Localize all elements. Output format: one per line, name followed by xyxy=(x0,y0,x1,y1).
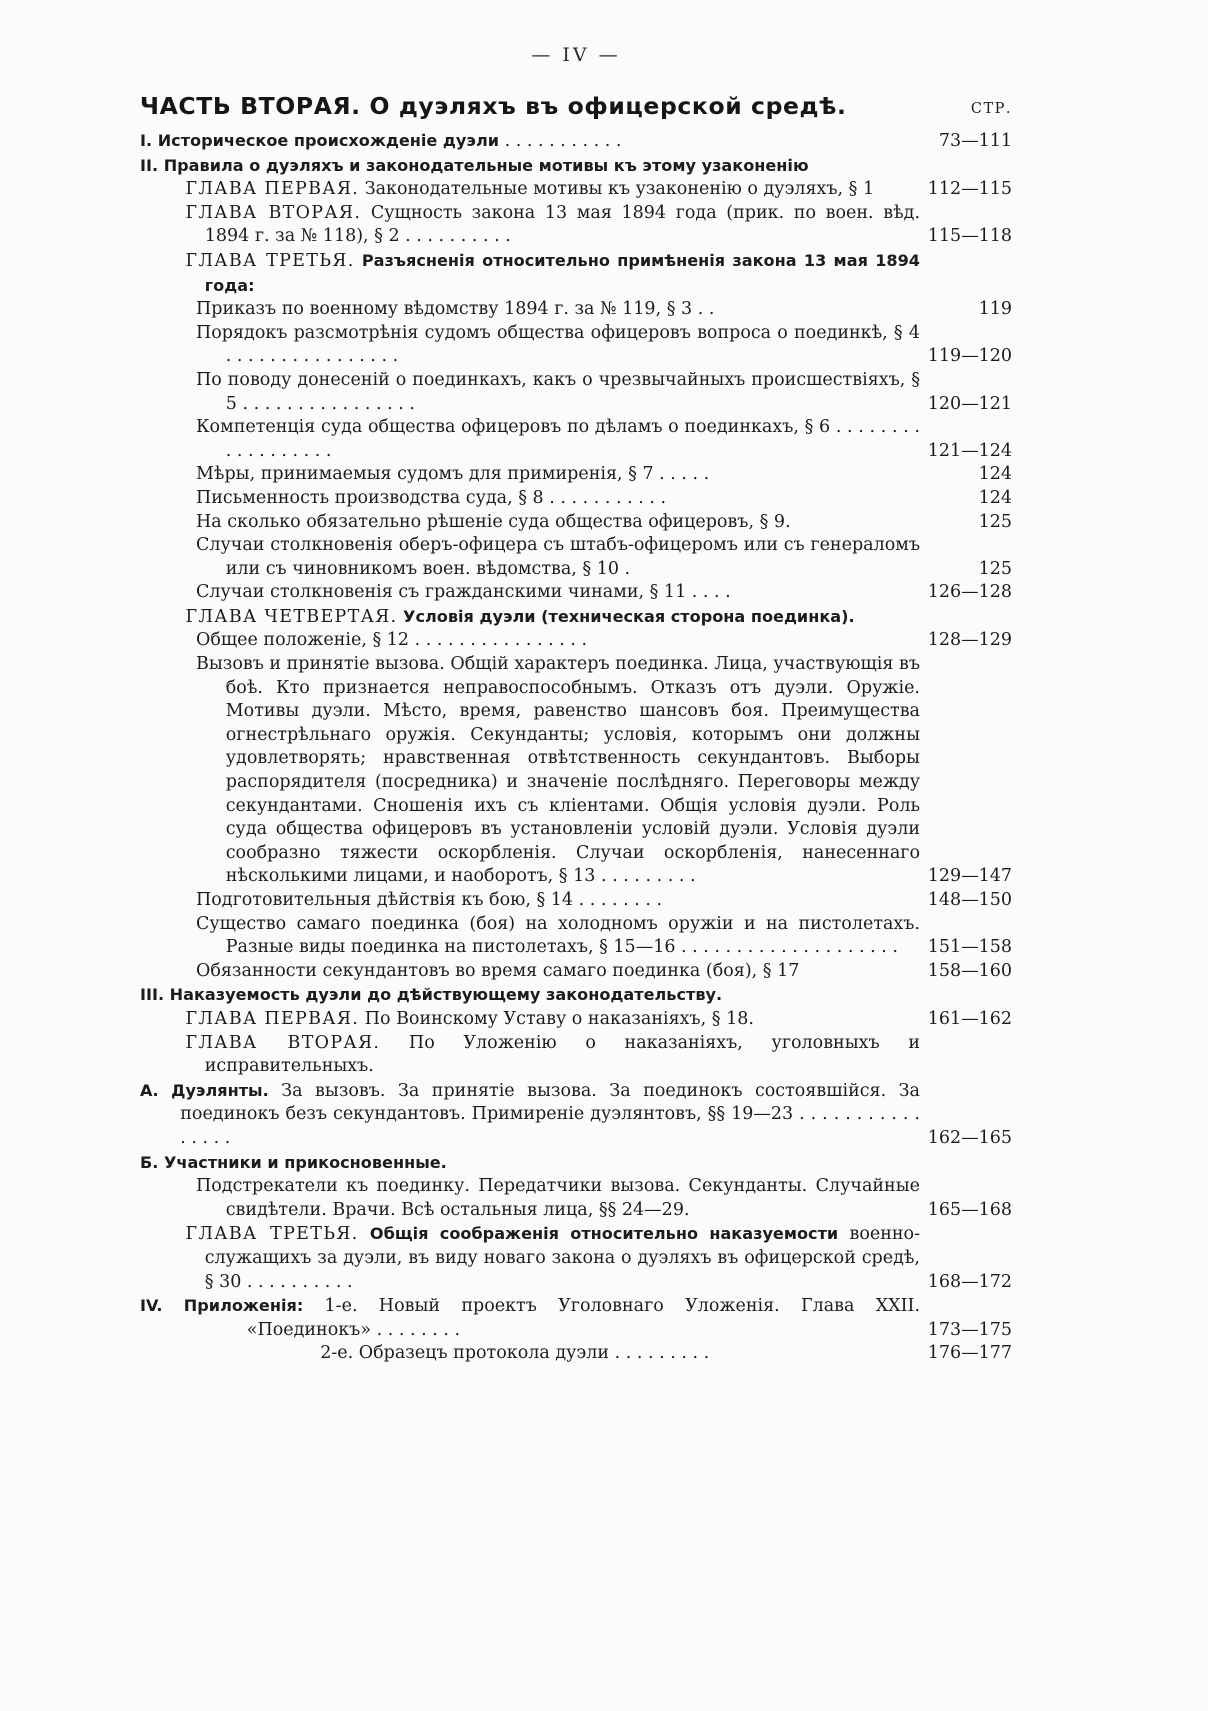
toc-entry-text-segment: Случаи столкновенія оберъ-офицера съ штабъ-офицеромъ или съ генераломъ или съ чиновникомъ воен. вѣдомства, § 10 . xyxy=(196,535,920,579)
toc-entry-text-segment: Приказъ по военному вѣдомству 1894 г. за № 119, § 3 . . xyxy=(196,299,715,320)
toc-entry-text xyxy=(140,581,920,605)
page-column-label: СТР. xyxy=(970,101,1012,117)
toc-entry-text-segment: Вызовъ и принятіе вызова. Общій характеръ поединка. Лица, участвующія въ боѣ. Кто признается неправоспособнымъ. Отказъ отъ дуэли. Оружіе. Мотивы дуэли. Мѣсто, время, равенство шансовъ боя. Преимущества огнестрѣльнаго оружія. Секунданты; условія, которымъ они должны удовлетворять; нравственная отвѣтственность секундантовъ. Выборы распорядителя (посредника) и значеніе послѣдняго. Переговоры между секундантами. Сношенія ихъ съ кліентами. Общія условія дуэли. Роль суда общества офицеровъ въ установленіи условій дуэли. Условія дуэли сообразно тяжести оскорбленія. Случаи оскорбленія, нанесеннаго нѣсколькими лицами, и наоборотъ, § 13 . . . . . . . . . xyxy=(196,654,920,887)
toc-entry-heading-segment: Разъясненія относительно примѣненія закона 13 мая 1894 года: xyxy=(204,250,920,295)
part-title: ЧАСТЬ ВТОРАЯ. О дуэляхъ въ офицерской средѣ. xyxy=(140,92,847,120)
toc-entry-pages: 112—115 xyxy=(927,179,1012,200)
toc-entry-text xyxy=(140,511,920,535)
toc-entry-pages: 165—168 xyxy=(927,1199,1012,1220)
toc-entry xyxy=(140,983,1012,1008)
toc-entry xyxy=(140,416,1012,463)
toc-entry-pages: 158—160 xyxy=(927,960,1012,981)
toc-entry-text xyxy=(140,889,920,913)
toc-entry-text xyxy=(140,913,920,960)
toc-entry-text xyxy=(140,653,920,889)
toc-entry-text-segment: 1-е. Новый проектъ Уголовнаго Уложенія. Глава XXII. «Поединокъ» . . . . . . . . xyxy=(246,1296,921,1340)
toc-entry xyxy=(140,463,1012,487)
toc-entry-text xyxy=(140,534,920,581)
toc-entry-pages: 148—150 xyxy=(927,890,1012,910)
toc-entry xyxy=(140,534,1012,581)
toc-entry-pages: 128—129 xyxy=(927,630,1012,651)
toc-entry-pages: 162—165 xyxy=(927,1127,1012,1148)
toc-entry-text-segment: ГЛАВА ПЕРВАЯ. xyxy=(185,1008,360,1029)
toc-entry-text-segment: По поводу донесеній о поединкахъ, какъ о чрезвычайныхъ происшествіяхъ, § 5 . . . . . . . . . . . . . . . . xyxy=(196,369,920,414)
toc-entry-text xyxy=(140,1008,920,1032)
toc-entry-heading-segment: Условія дуэли (техническая сторона поединка). xyxy=(397,606,855,626)
toc-entry-pages: 168—172 xyxy=(927,1271,1012,1292)
toc-entry xyxy=(140,298,1012,322)
toc-entry-text xyxy=(140,463,920,487)
toc-entry-text-segment: . . . . . . . . . . . xyxy=(499,131,622,151)
toc-entry-pages: 161—162 xyxy=(927,1008,1012,1029)
toc-entry-text xyxy=(140,154,920,179)
toc-entry xyxy=(140,913,1012,960)
toc-entry-text xyxy=(140,1032,920,1079)
toc-entry xyxy=(140,322,1012,369)
toc-entry-text-segment: 2-е. Образецъ протокола дуэли . . . . . . . . . xyxy=(320,1343,710,1364)
toc-content xyxy=(140,0,1012,1366)
toc-entry-pages: 125 xyxy=(978,558,1012,579)
toc-entry-heading-segment: I. Историческое происхожденіе дуэли xyxy=(140,131,500,150)
toc-entry-text-segment: ГЛАВА ЧЕТВЕРТАЯ. xyxy=(185,606,398,627)
toc-entry-pages: 115—118 xyxy=(927,226,1012,247)
toc-entry-text xyxy=(140,1079,920,1151)
toc-entry-heading-segment: II. Правила о дуэляхъ и законодательные мотивы къ этому узаконенію xyxy=(140,155,809,175)
toc-entry-pages: 120—121 xyxy=(927,393,1012,414)
toc-entry xyxy=(140,487,1012,511)
toc-entry-text-segment: Подстрекатели къ поединку. Передатчики вызова. Секунданты. Случайные свидѣтели. Врачи. Всѣ остальныя лица, §§ 24—29. xyxy=(196,1176,920,1220)
toc-entry xyxy=(140,1032,1012,1079)
toc-entry xyxy=(140,1151,1012,1176)
toc-entry xyxy=(140,1222,1012,1294)
toc-entry-heading-segment: III. Наказуемость дуэли до дѣйствующему законодательству. xyxy=(140,985,723,1005)
toc-entry-text xyxy=(140,629,920,653)
toc-entry xyxy=(140,202,1012,249)
toc-entry-text-segment: ГЛАВА ТРЕТЬЯ. xyxy=(185,250,355,271)
toc-entry-text-segment: Письменность производства суда, § 8 . . . . . . . . . . . xyxy=(196,487,667,508)
toc-entry xyxy=(140,1294,1012,1342)
toc-entry-text-segment: Подготовительныя дѣйствія къ бою, § 14 . . . . . . . . xyxy=(196,890,663,910)
toc-entry-pages: 126—128 xyxy=(927,582,1012,603)
toc-entry-text xyxy=(140,416,920,463)
toc-entry-text xyxy=(140,983,920,1008)
toc-entry-text xyxy=(140,605,920,630)
toc-entry xyxy=(140,511,1012,535)
toc-entry-text xyxy=(140,129,920,154)
toc-entry-text-segment: Мѣры, принимаемыя судомъ для примиренія, § 7 . . . . . xyxy=(196,464,710,485)
toc-entry-pages: 176—177 xyxy=(927,1343,1012,1364)
toc-entry-pages: 119 xyxy=(978,299,1012,320)
toc-entry xyxy=(140,129,1012,154)
toc-entry-text xyxy=(140,249,920,298)
toc-entry-text-segment: Порядокъ разсмотрѣнія судомъ общества офицеровъ вопроса о поединкѣ, § 4 . . . . . . . . . . . . . . . . xyxy=(196,322,920,367)
toc-entry-text-segment: ГЛАВА ПЕРВАЯ. xyxy=(185,179,360,200)
toc-header xyxy=(140,92,1012,120)
toc-entry-pages: 151—158 xyxy=(927,937,1012,958)
toc-entry-text xyxy=(140,1151,920,1176)
toc-entry xyxy=(140,653,1012,889)
toc-entry xyxy=(140,154,1012,179)
toc-entry xyxy=(140,581,1012,605)
toc-entry-heading-segment: Б. Участники и прикосновенные. xyxy=(140,1152,447,1172)
toc-entry xyxy=(140,1008,1012,1032)
toc-entry-text-segment: Общее положеніе, § 12 . . . . . . . . . . . . . . . . xyxy=(196,630,588,651)
toc-entry-text xyxy=(140,178,920,202)
toc-entry-text-segment: Случаи столкновенія съ гражданскими чинами, § 11 . . . . xyxy=(196,582,731,603)
toc-entry xyxy=(140,960,1012,984)
toc-entry-text-segment: По Уложенію о наказаніяхъ, уголовныхъ и исправительныхъ. xyxy=(204,1032,920,1077)
toc-entry-text xyxy=(140,1222,920,1294)
toc-entry-text xyxy=(140,1294,920,1342)
toc-list xyxy=(140,129,1012,1366)
toc-entry-pages: 173—175 xyxy=(927,1319,1012,1340)
toc-entry-text xyxy=(140,1342,920,1366)
toc-entry xyxy=(140,369,1012,416)
toc-entry-text-segment: Компетенція суда общества офицеровъ по дѣламъ о поединкахъ, § 6 . . . . . . . . . . . . . . . . . . xyxy=(196,417,920,461)
toc-entry-text-segment: военно-служащихъ за дуэли, въ виду новаго закона о дуэляхъ въ офицерской средѣ, § 30 . . . . . . . . . . xyxy=(204,1224,920,1292)
toc-entry xyxy=(140,1342,1012,1366)
toc-entry xyxy=(140,889,1012,913)
toc-entry-text xyxy=(140,322,920,369)
toc-entry-text-segment: Сущность закона 13 мая 1894 года (прик. по воен. вѣд. 1894 г. за № 118), § 2 . . . . . . . . . . xyxy=(204,202,921,247)
toc-entry-pages: 129—147 xyxy=(927,866,1012,887)
toc-entry-text xyxy=(140,960,920,984)
toc-entry-pages: 119—120 xyxy=(927,346,1012,367)
toc-entry xyxy=(140,605,1012,630)
toc-entry-heading-segment: IV. Приложенія: xyxy=(140,1296,304,1316)
toc-entry-text xyxy=(140,487,920,511)
toc-entry-text xyxy=(140,298,920,322)
toc-entry-pages: 124 xyxy=(978,487,1012,508)
toc-entry-text-segment: По Воинскому Уставу о наказаніяхъ, § 18. xyxy=(359,1008,754,1029)
toc-entry-pages: 125 xyxy=(978,511,1012,532)
toc-entry-text-segment: ГЛАВА ТРЕТЬЯ. xyxy=(185,1224,359,1245)
toc-entry xyxy=(140,1079,1012,1151)
toc-entry-text-segment: ГЛАВА ВТОРАЯ. xyxy=(185,202,362,223)
toc-entry-heading-segment: А. Дуэлянты. xyxy=(140,1080,269,1100)
toc-entry-text xyxy=(140,369,920,416)
toc-entry xyxy=(140,629,1012,653)
toc-entry-text-segment: Существо самаго поединка (боя) на холодномъ оружіи и на пистолетахъ. Разные виды поединка на пистолетахъ, § 15—16 . . . . . . . . . . . . . . . . . . . . xyxy=(196,913,920,958)
toc-entry xyxy=(140,249,1012,298)
toc-entry-text xyxy=(140,202,920,249)
toc-entry-text-segment: На сколько обязательно рѣшеніе суда общества офицеровъ, § 9. xyxy=(196,511,791,532)
toc-entry xyxy=(140,1175,1012,1222)
toc-entry-pages: 73—111 xyxy=(938,131,1012,151)
toc-entry-pages: 124 xyxy=(978,464,1012,485)
toc-entry-text-segment: Законодательные мотивы къ узаконенію о дуэляхъ, § 1 xyxy=(359,179,875,200)
toc-entry-text-segment: Обязанности секундантовъ во время самаго поединка (боя), § 17 xyxy=(196,960,800,981)
toc-entry xyxy=(140,178,1012,202)
toc-entry-pages: 121—124 xyxy=(927,440,1012,461)
toc-entry-text-segment: За вызовъ. За принятіе вызова. За поединокъ состоявшійся. За поединокъ безъ секундантовъ. Примиреніе дуэлянтовъ, §§ 19—23 . . . . . . . . . . . . . . . . xyxy=(180,1080,920,1148)
toc-entry-heading-segment: Общія соображенія относительно наказуемости xyxy=(358,1224,839,1244)
toc-entry-text xyxy=(140,1175,920,1222)
toc-entry-text-segment: ГЛАВА ВТОРАЯ. xyxy=(185,1032,381,1053)
page-folio-number: — IV — xyxy=(531,44,621,66)
